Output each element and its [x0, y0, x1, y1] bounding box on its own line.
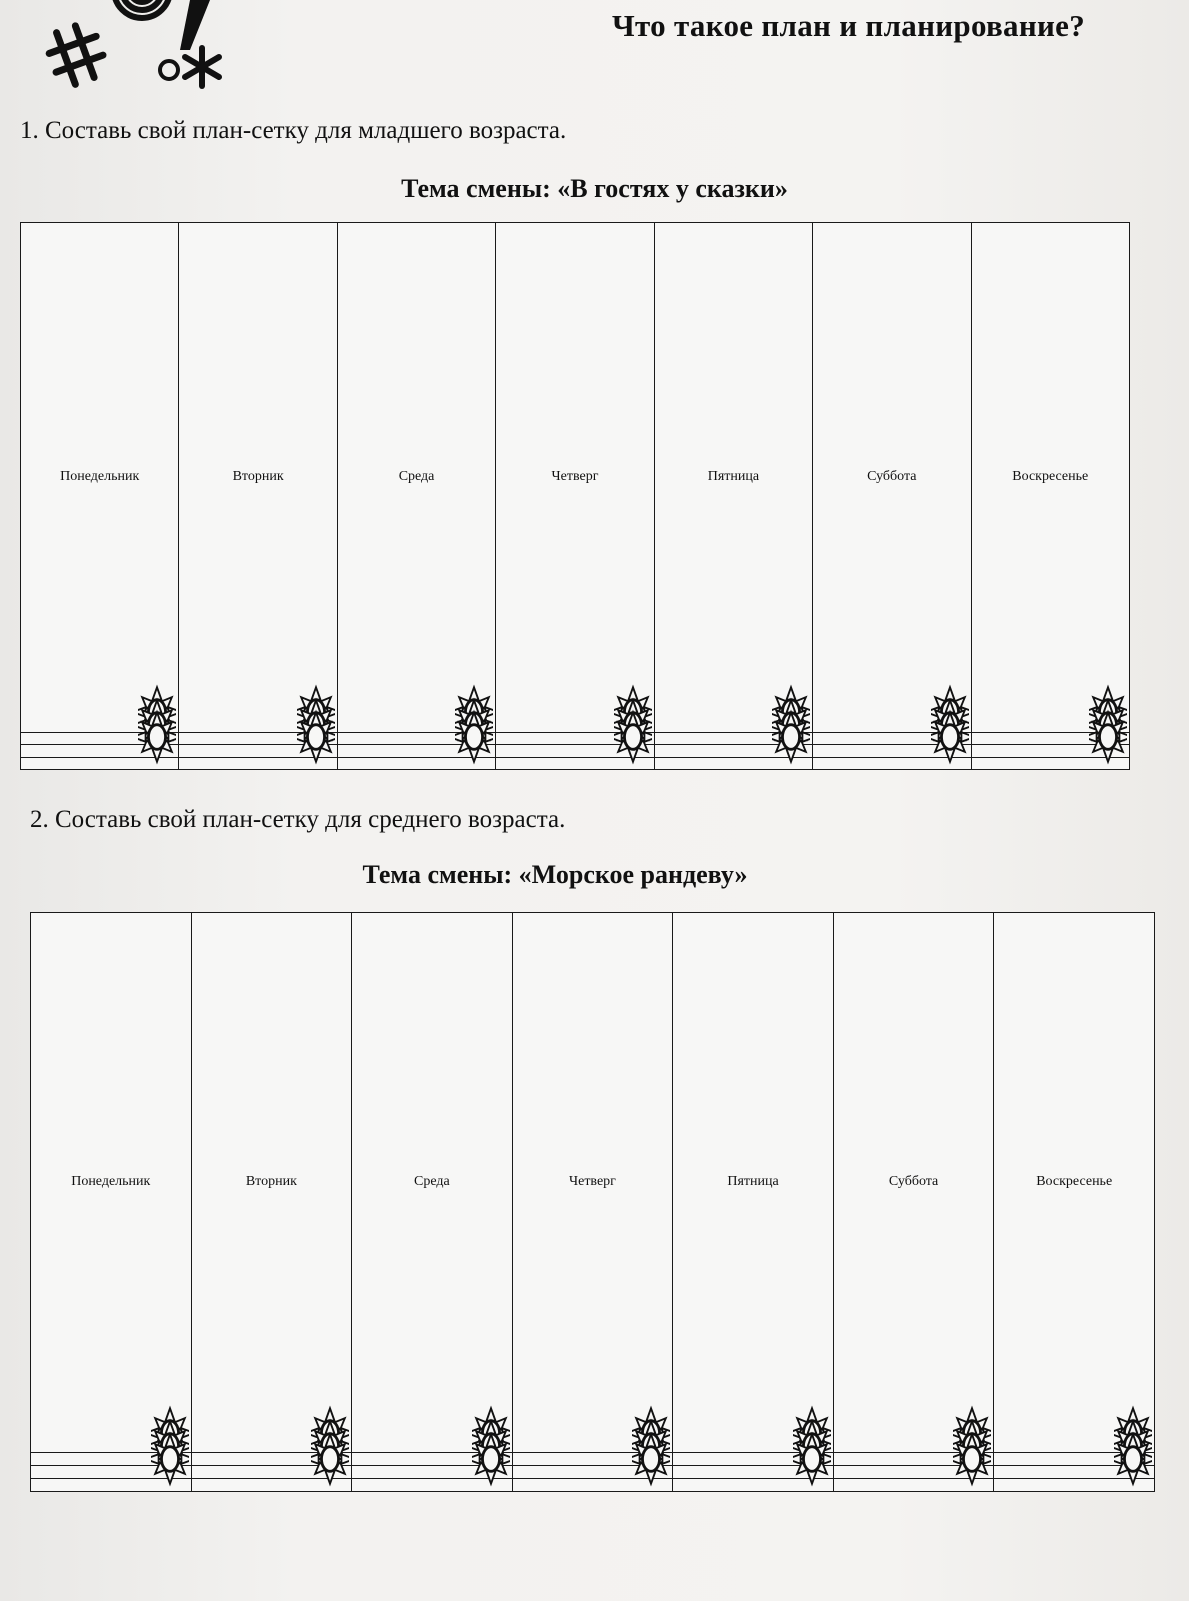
day-header-sunday: Воскресенье [971, 223, 1129, 733]
sun-icon [1114, 1429, 1152, 1489]
plan-cell [21, 757, 179, 769]
day-header-wednesday: Среда [337, 223, 495, 733]
sun-icon [311, 1429, 349, 1489]
day-header-monday: Понедельник [31, 913, 192, 1453]
task-2-prompt: 2. Составь свой план-сетку для среднего возраста. [30, 806, 566, 833]
day-header-wednesday: Среда [352, 913, 513, 1453]
sun-icon [138, 707, 176, 767]
doodle-symbols-icon [22, 0, 232, 90]
day-header-friday: Пятница [654, 223, 812, 733]
sun-icon [953, 1429, 991, 1489]
plan-cell [673, 1478, 834, 1491]
plan-cell [833, 1478, 994, 1491]
plan-cell [512, 1478, 673, 1491]
plan-grid-middle [30, 912, 1155, 1492]
plan-cell [352, 1478, 513, 1491]
plan-cell [179, 757, 337, 769]
sun-icon [455, 707, 493, 767]
day-header-tuesday: Вторник [191, 913, 352, 1453]
day-header-tuesday: Вторник [179, 223, 337, 733]
plan-cell [496, 757, 654, 769]
sun-icon [614, 707, 652, 767]
grid-header-row [31, 913, 1155, 1453]
plan-cell [994, 1478, 1155, 1491]
sun-icon [297, 707, 335, 767]
sun-icon [931, 707, 969, 767]
sun-icon [1089, 707, 1127, 767]
day-header-thursday: Четверг [496, 223, 654, 733]
grid-header-row [21, 223, 1130, 733]
plan-cell [654, 757, 812, 769]
sun-icon [793, 1429, 831, 1489]
plan-cell [191, 1478, 352, 1491]
day-header-sunday: Воскресенье [994, 913, 1155, 1453]
sun-icon [632, 1429, 670, 1489]
task-1-prompt: 1. Составь свой план-сетку для младшего возраста. [20, 117, 567, 144]
plan-cell [337, 757, 495, 769]
day-header-saturday: Суббота [813, 223, 971, 733]
sun-icon [472, 1429, 510, 1489]
plan-cell [31, 1478, 192, 1491]
grid-row [31, 1478, 1155, 1491]
day-header-saturday: Суббота [833, 913, 994, 1453]
task-2-theme: Тема смены: «Морское рандеву» [362, 860, 748, 889]
day-header-friday: Пятница [673, 913, 834, 1453]
chapter-title: Что такое план и планирование? [611, 8, 1085, 43]
plan-grid-junior [20, 222, 1130, 770]
day-header-thursday: Четверг [512, 913, 673, 1453]
task-1-theme: Тема смены: «В гостях у сказки» [401, 174, 788, 203]
day-header-monday: Понедельник [21, 223, 179, 733]
grid-row [21, 757, 1130, 769]
plan-cell [813, 757, 971, 769]
sun-icon [151, 1429, 189, 1489]
plan-cell [971, 757, 1129, 769]
sun-icon [772, 707, 810, 767]
